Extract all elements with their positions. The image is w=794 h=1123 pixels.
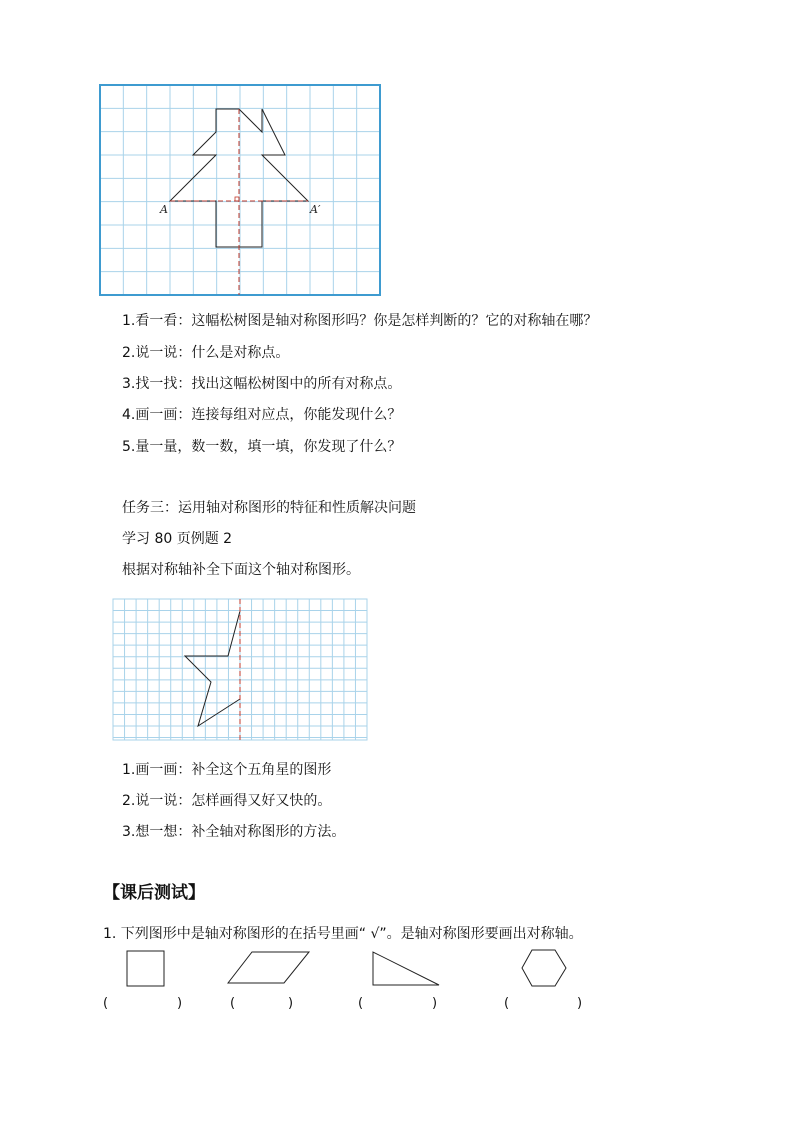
parallelogram-shape <box>227 951 311 985</box>
grid-lines <box>113 599 367 740</box>
task3-subtitle: 学习 80 页例题 2 <box>122 531 233 547</box>
right-angle-mark <box>235 197 239 201</box>
question-1-3: 3.找一找：找出这幅松树图中的所有对称点。 <box>122 376 402 392</box>
pine-tree-grid-figure <box>98 83 382 297</box>
task3-instruction: 根据对称轴补全下面这个轴对称图形。 <box>122 562 360 578</box>
grid-lines <box>100 85 380 295</box>
label-a-prime: A′ <box>310 203 321 216</box>
answer-paren-open-1: ( <box>103 996 109 1011</box>
answer-paren-open-2: ( <box>230 996 236 1011</box>
answer-paren-close-4: ) <box>577 996 583 1011</box>
question-1-2: 2.说一说：什么是对称点。 <box>122 345 290 361</box>
question-2-1: 1.画一画：补全这个五角星的图形 <box>122 762 332 778</box>
test-question-1: 1. 下列图形中是轴对称图形的在括号里画“ √”。是轴对称图形要画出对称轴。 <box>103 926 583 942</box>
question-1-4: 4.画一画：连接每组对应点，你能发现什么？ <box>122 407 402 423</box>
question-1-5: 5.量一量，数一数，填一填，你发现了什么？ <box>122 439 402 455</box>
answer-paren-open-4: ( <box>504 996 510 1011</box>
right-triangle-shape <box>371 950 441 987</box>
test-heading: 【课后测试】 <box>103 883 205 903</box>
square-shape <box>126 950 166 988</box>
answer-paren-close-2: ) <box>288 996 294 1011</box>
label-a: A <box>160 203 168 216</box>
half-star-grid-figure <box>112 598 368 741</box>
question-2-2: 2.说一说：怎样画得又好又快的。 <box>122 793 332 809</box>
question-2-3: 3.想一想：补全轴对称图形的方法。 <box>122 824 346 840</box>
hexagon-shape <box>521 948 567 988</box>
answer-paren-close-3: ) <box>432 996 438 1011</box>
answer-paren-open-3: ( <box>358 996 364 1011</box>
answer-paren-close-1: ) <box>177 996 183 1011</box>
question-1-1: 1.看一看：这幅松树图是轴对称图形吗？你是怎样判断的？它的对称轴在哪？ <box>122 313 598 329</box>
task3-title: 任务三：运用轴对称图形的特征和性质解决问题 <box>122 500 416 516</box>
